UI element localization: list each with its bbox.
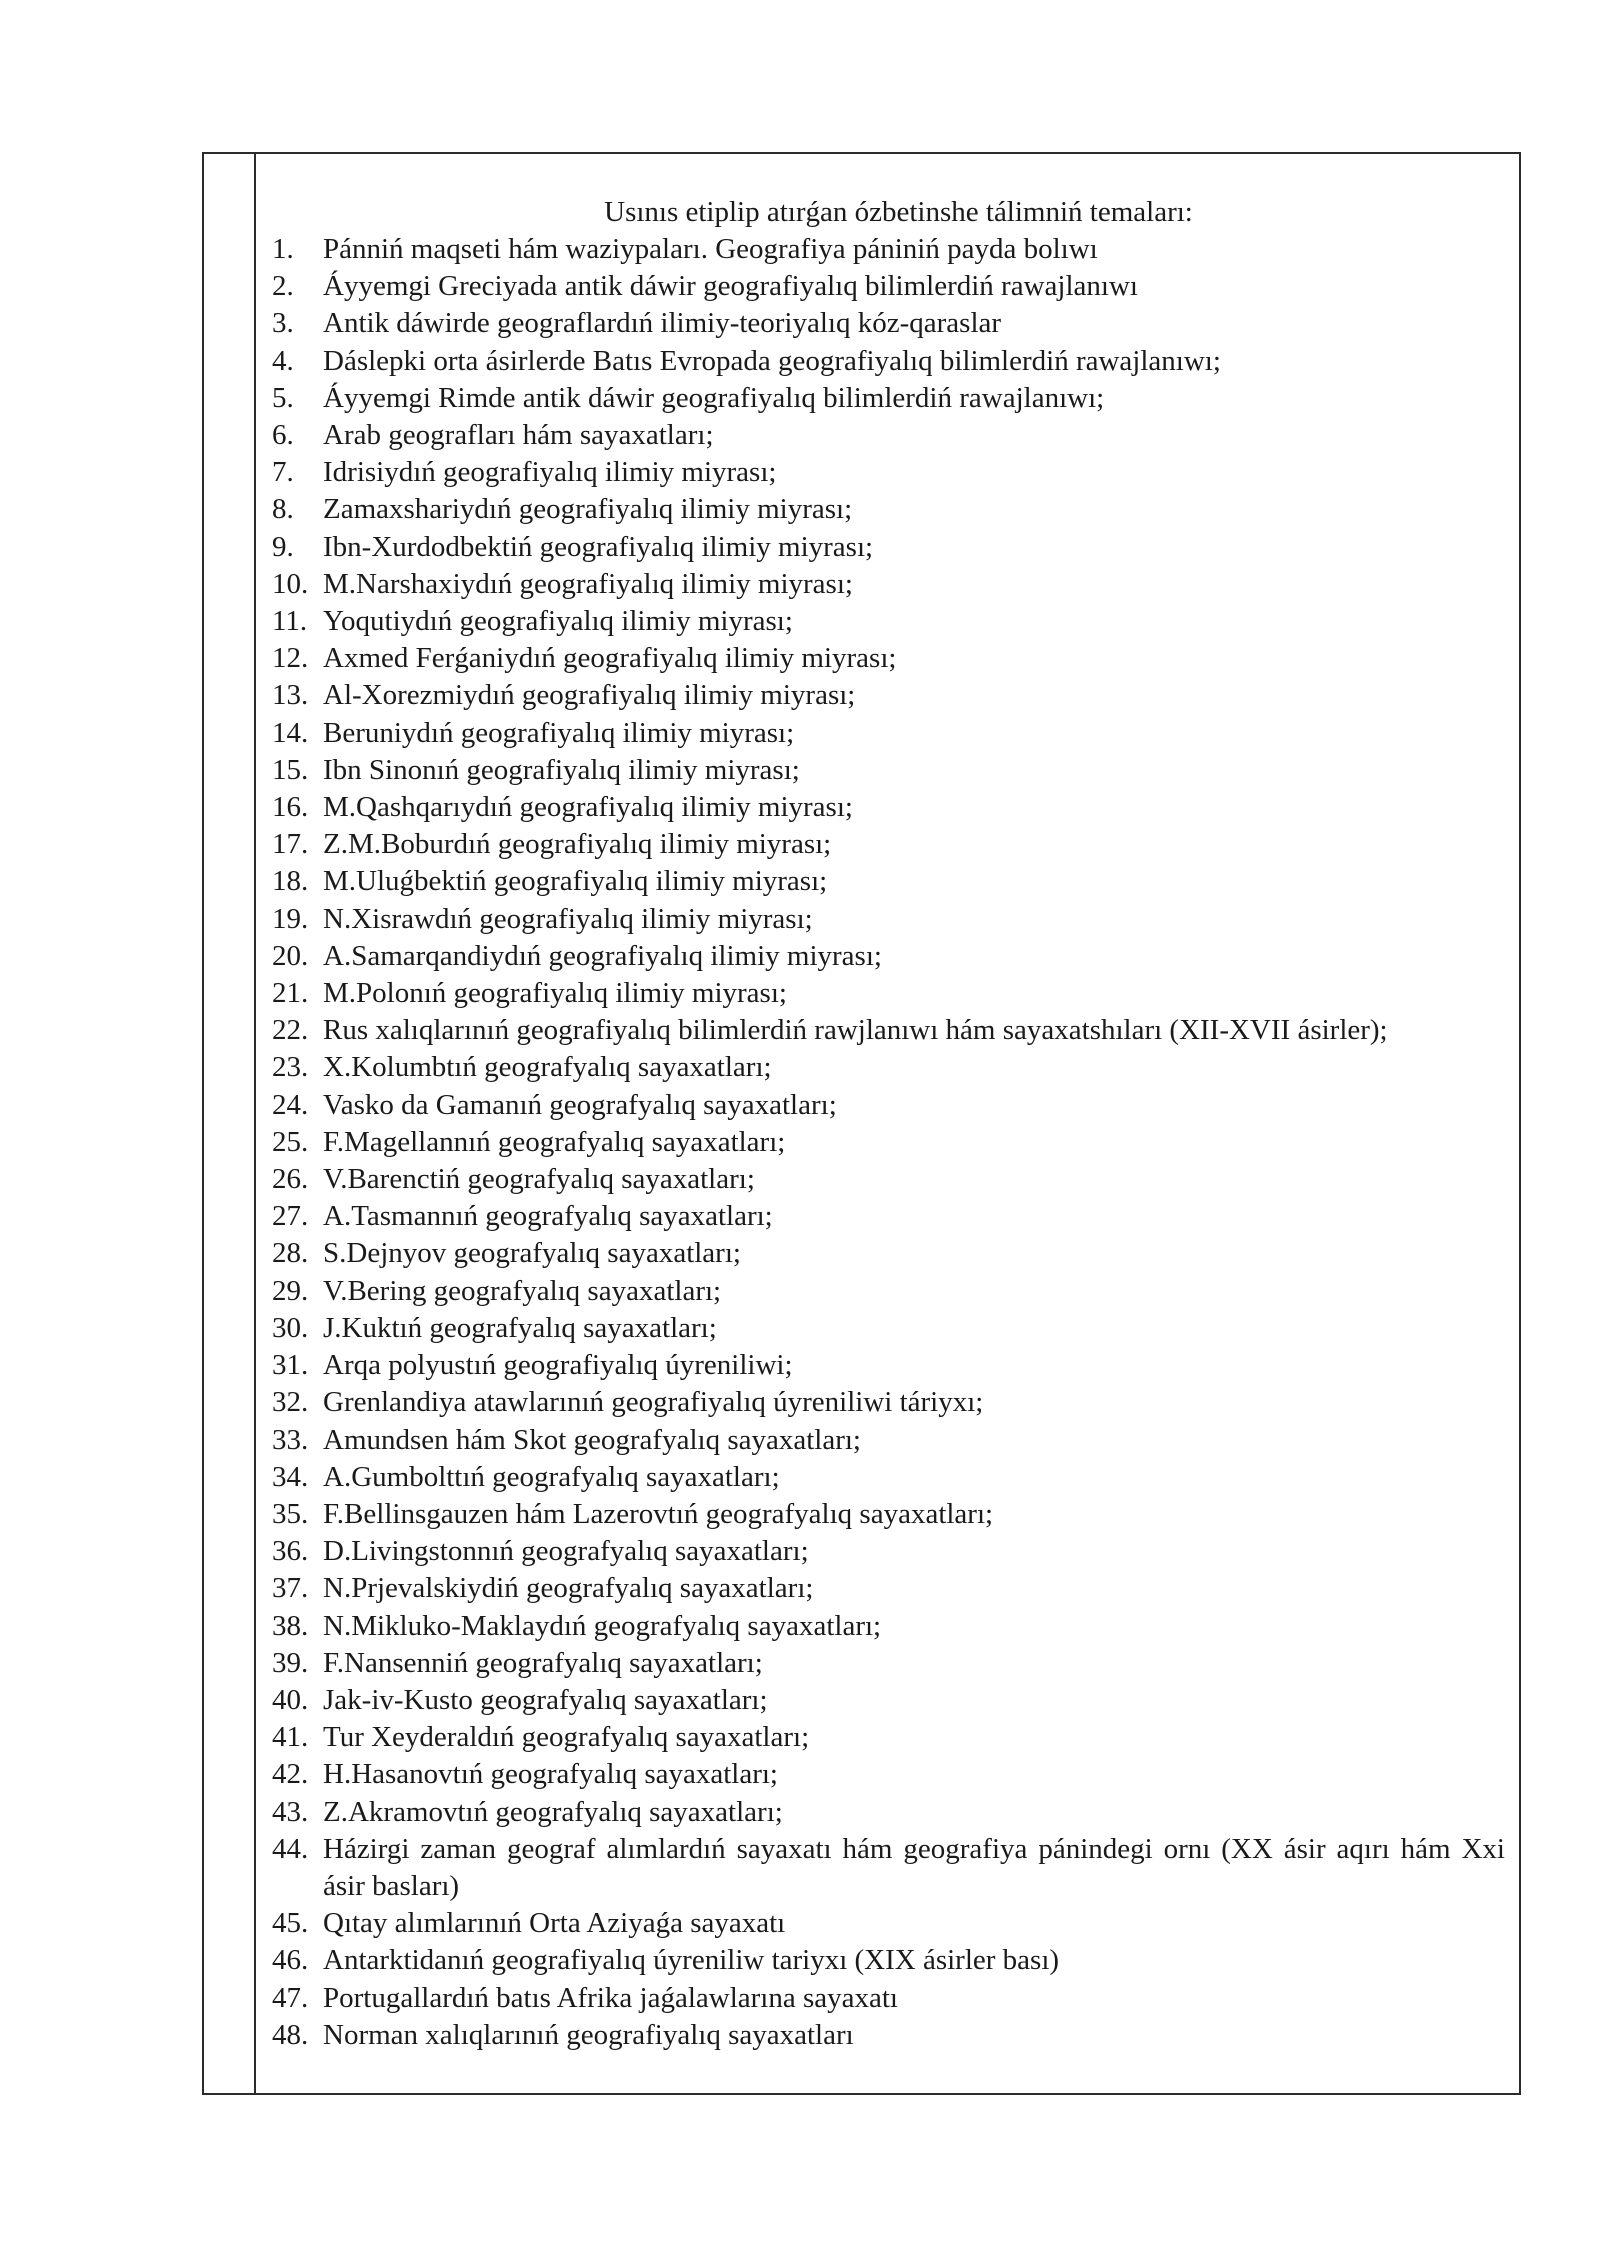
list-item: [272, 1570, 1505, 1607]
list-item-number: 37.: [272, 1572, 309, 1605]
list-item-number: 10.: [272, 567, 309, 600]
list-item-number: 18.: [272, 865, 309, 898]
table-content-cell: [272, 194, 1505, 2054]
list-item: [272, 938, 1505, 975]
list-item-number: 32.: [272, 1386, 309, 1419]
list-item: [272, 491, 1505, 528]
list-item-number: 17.: [272, 828, 309, 861]
list-item-number: 13.: [272, 679, 309, 712]
list-item-text: V.Barenctiń geografyalıq sayaxatları;: [323, 1163, 755, 1196]
list-item: [272, 1124, 1505, 1161]
list-item: [272, 1496, 1505, 1533]
list-item-text: A.Samarqandiydıń geografiyalıq ilimiy miyrası;: [323, 939, 882, 972]
list-item: [272, 1049, 1505, 1086]
list-item: [272, 231, 1505, 268]
list-item: [272, 1682, 1505, 1719]
list-item: [272, 1794, 1505, 1831]
list-item-number: 39.: [272, 1646, 309, 1679]
list-item-text: M.Qashqarıydıń geografiyalıq ilimiy miyrası;: [323, 791, 853, 824]
list-item-text: Axmed Ferǵaniydıń geografiyalıq ilimiy miyrası;: [323, 642, 897, 675]
list-item: [272, 1422, 1505, 1459]
list-item-text: A.Tasmannıń geografyalıq sayaxatları;: [323, 1200, 773, 1233]
list-item-number: 9.: [272, 530, 294, 563]
list-item-text: Yoqutiydıń geografiyalıq ilimiy miyrası;: [323, 605, 793, 638]
list-item: [272, 603, 1505, 640]
list-item-number: 15.: [272, 753, 309, 786]
list-item-number: 27.: [272, 1200, 309, 1233]
list-item: [272, 380, 1505, 417]
list-item-text: Z.Akramovtıń geografyalıq sayaxatları;: [323, 1795, 783, 1828]
list-item-number: 35.: [272, 1497, 309, 1530]
list-item-text: Áyyemgi Greciyada antik dáwir geografiyalıq bilimlerdiń rawajlanıwı: [323, 270, 1138, 303]
list-item-text: Pánniń maqseti hám waziypaları. Geografiya pániniń payda bolıwı: [323, 233, 1098, 265]
list-item: [272, 1719, 1505, 1756]
section-heading: Usınıs etiplip atırǵan ózbetinshe tálimniń temaları:: [604, 196, 1193, 228]
list-item-text: H.Hasanovtıń geografyalıq sayaxatları;: [323, 1758, 778, 1791]
list-item: [272, 305, 1505, 342]
list-item-number: 8.: [272, 493, 294, 526]
list-item-text: M.Narshaxiydıń geografiyalıq ilimiy miyrası;: [323, 567, 853, 600]
list-item-number: 33.: [272, 1423, 309, 1456]
topics-list: [272, 231, 1505, 2054]
list-item: [272, 343, 1505, 380]
list-item-text: N.Prjevalskiydiń geografyalıq sayaxatları;: [323, 1572, 814, 1605]
list-item-text: Portugallardıń batıs Afrika jaǵalawlarına sayaxatı: [323, 1981, 898, 2014]
list-item-text: M.Polonıń geografiyalıq ilimiy miyrası;: [323, 977, 787, 1010]
list-item-number: 46.: [272, 1944, 309, 1977]
list-item-text: Vasko da Gamanıń geografyalıq sayaxatları;: [323, 1088, 837, 1121]
column-divider: [254, 154, 256, 2093]
list-item-text: A.Gumbolttıń geografyalıq sayaxatları;: [323, 1460, 780, 1493]
list-item: [272, 1533, 1505, 1570]
list-item-number: 16.: [272, 791, 309, 824]
list-item: [272, 1273, 1505, 1310]
list-item-number: 12.: [272, 642, 309, 675]
list-item-number: 44.: [272, 1832, 309, 1865]
list-item: [272, 1310, 1505, 1347]
list-item-text: Jak-iv-Kusto geografyalıq sayaxatları;: [323, 1683, 768, 1716]
list-item: [272, 417, 1505, 454]
list-item-number: 42.: [272, 1758, 309, 1791]
list-item: [272, 789, 1505, 826]
list-item: [272, 1942, 1505, 1979]
list-item: [272, 1198, 1505, 1235]
list-item: [272, 826, 1505, 863]
list-item-number: 34.: [272, 1460, 309, 1493]
list-item-text: F.Nansenniń geografyalıq sayaxatları;: [323, 1646, 763, 1679]
list-item: [272, 1980, 1505, 2017]
list-item: [272, 752, 1505, 789]
list-item-number: 38.: [272, 1609, 309, 1642]
list-item-number: 31.: [272, 1349, 309, 1382]
list-item-number: 43.: [272, 1795, 309, 1828]
list-item: [272, 901, 1505, 938]
list-item-number: 6.: [272, 419, 294, 452]
list-item-number: 25.: [272, 1125, 309, 1158]
list-item-number: 48.: [272, 2018, 309, 2051]
list-item-number: 36.: [272, 1535, 309, 1568]
list-item-text: Z.M.Boburdıń geografiyalıq ilimiy miyrası;: [323, 828, 832, 861]
list-item-text: Tur Xeyderaldıń geografyalıq sayaxatları;: [323, 1721, 810, 1754]
list-item-text: J.Kuktıń geografyalıq sayaxatları;: [323, 1311, 717, 1344]
list-item-number: 40.: [272, 1683, 309, 1716]
list-item-number: 19.: [272, 902, 309, 935]
list-item-text: M.Uluǵbektiń geografiyalıq ilimiy miyrası;: [323, 865, 828, 898]
list-item: [272, 640, 1505, 677]
list-item: [272, 1235, 1505, 1272]
list-item: [272, 677, 1505, 714]
list-item: [272, 268, 1505, 305]
list-item-text: Norman xalıqlarınıń geografiyalıq sayaxatları: [323, 2018, 854, 2051]
list-item-text: X.Kolumbtıń geografyalıq sayaxatları;: [323, 1051, 772, 1084]
list-item-text: Ibn Sinonıń geografiyalıq ilimiy miyrası;: [323, 753, 800, 786]
list-item-number: 11.: [272, 605, 308, 638]
list-item-text: Idrisiydıń geografiyalıq ilimiy miyrası;: [323, 456, 777, 489]
list-item-text: N.Mikluko-Maklaydıń geografyalıq sayaxatları;: [323, 1609, 882, 1642]
list-item-number: 28.: [272, 1237, 309, 1270]
list-item: [272, 1161, 1505, 1198]
list-item: [272, 1831, 1505, 1905]
list-item-text: Dáslepki orta ásirlerde Batıs Evropada geografiyalıq bilimlerdiń rawajlanıwı;: [323, 344, 1221, 377]
list-item-text: F.Magellannıń geografyalıq sayaxatları;: [323, 1125, 786, 1158]
list-item-number: 7.: [272, 456, 294, 489]
list-item-number: 45.: [272, 1907, 309, 1940]
list-item-number: 1.: [272, 233, 294, 265]
list-item-text: Rus xalıqlarınıń geografiyalıq bilimlerdiń rawjlanıwı hám sayaxatshıları (XII-XVII ásirler);: [323, 1014, 1388, 1047]
list-item-text: Arqa polyustıń geografiyalıq úyreniliwi;: [323, 1349, 793, 1382]
list-item-number: 14.: [272, 716, 309, 749]
list-item-text: Arab geografları hám sayaxatları;: [323, 419, 714, 452]
list-item: [272, 1645, 1505, 1682]
list-item-text: Al-Xorezmiydıń geografiyalıq ilimiy miyrası;: [323, 679, 856, 712]
list-item: [272, 529, 1505, 566]
list-item: [272, 1459, 1505, 1496]
list-item-text: Zamaxshariydıń geografiyalıq ilimiy miyrası;: [323, 493, 853, 526]
list-item-number: 30.: [272, 1311, 309, 1344]
list-item-number: 20.: [272, 939, 309, 972]
list-item: [272, 1087, 1505, 1124]
list-item-number: 5.: [272, 381, 294, 414]
list-item: [272, 1012, 1505, 1049]
list-item: [272, 566, 1505, 603]
list-item-number: 23.: [272, 1051, 309, 1084]
list-item-number: 29.: [272, 1274, 309, 1307]
list-item-text: V.Bering geografyalıq sayaxatları;: [323, 1274, 722, 1307]
list-item-number: 24.: [272, 1088, 309, 1121]
list-item: [272, 1608, 1505, 1645]
list-item: [272, 2017, 1505, 2054]
list-item-text: Antik dáwirde geograflardıń ilimiy-teoriyalıq kóz-qaraslar: [323, 307, 1002, 340]
list-item: [272, 1347, 1505, 1384]
list-item-number: 22.: [272, 1014, 309, 1047]
list-item-text: Antarktidanıń geografiyalıq úyreniliw tariyxı (XIX ásirler bası): [323, 1944, 1060, 1977]
list-item-text: Házirgi zaman geograf alımlardıń sayaxatı hám geografiya pánindegi ornı (XX ásir aqırı hám Xxi ásir basları): [323, 1832, 1505, 1902]
list-item: [272, 1384, 1505, 1421]
list-item-text: N.Xisrawdıń geografiyalıq ilimiy miyrası;: [323, 902, 813, 935]
list-item-text: D.Livingstonnıń geografyalıq sayaxatları;: [323, 1535, 809, 1568]
list-item: [272, 863, 1505, 900]
list-item-text: Beruniydıń geografiyalıq ilimiy miyrası;: [323, 716, 795, 749]
list-item-number: 26.: [272, 1163, 309, 1196]
list-item-number: 21.: [272, 977, 309, 1010]
list-item: [272, 1905, 1505, 1942]
list-item-text: Amundsen hám Skot geografyalıq sayaxatları;: [323, 1423, 861, 1456]
list-item-text: Grenlandiya atawlarınıń geografiyalıq úyreniliwi táriyxı;: [323, 1386, 984, 1419]
list-item-number: 3.: [272, 307, 294, 340]
list-item-number: 41.: [272, 1721, 309, 1754]
list-item: [272, 975, 1505, 1012]
document-table: [202, 152, 1521, 2095]
list-item-number: 2.: [272, 270, 294, 303]
list-item-number: 47.: [272, 1981, 309, 2014]
list-item-text: Áyyemgi Rimde antik dáwir geografiyalıq bilimlerdiń rawajlanıwı;: [323, 381, 1105, 414]
list-item: [272, 715, 1505, 752]
list-item-text: S.Dejnyov geografyalıq sayaxatları;: [323, 1237, 741, 1270]
list-item-text: Ibn-Xurdodbektiń geografiyalıq ilimiy miyrası;: [323, 530, 874, 563]
list-item-text: Qıtay alımlarınıń Orta Aziyaǵa sayaxatı: [323, 1907, 786, 1940]
list-item-text: F.Bellinsgauzen hám Lazerovtıń geografyalıq sayaxatları;: [323, 1497, 994, 1530]
list-item: [272, 454, 1505, 491]
list-item: [272, 1756, 1505, 1793]
list-item-number: 4.: [272, 344, 294, 377]
